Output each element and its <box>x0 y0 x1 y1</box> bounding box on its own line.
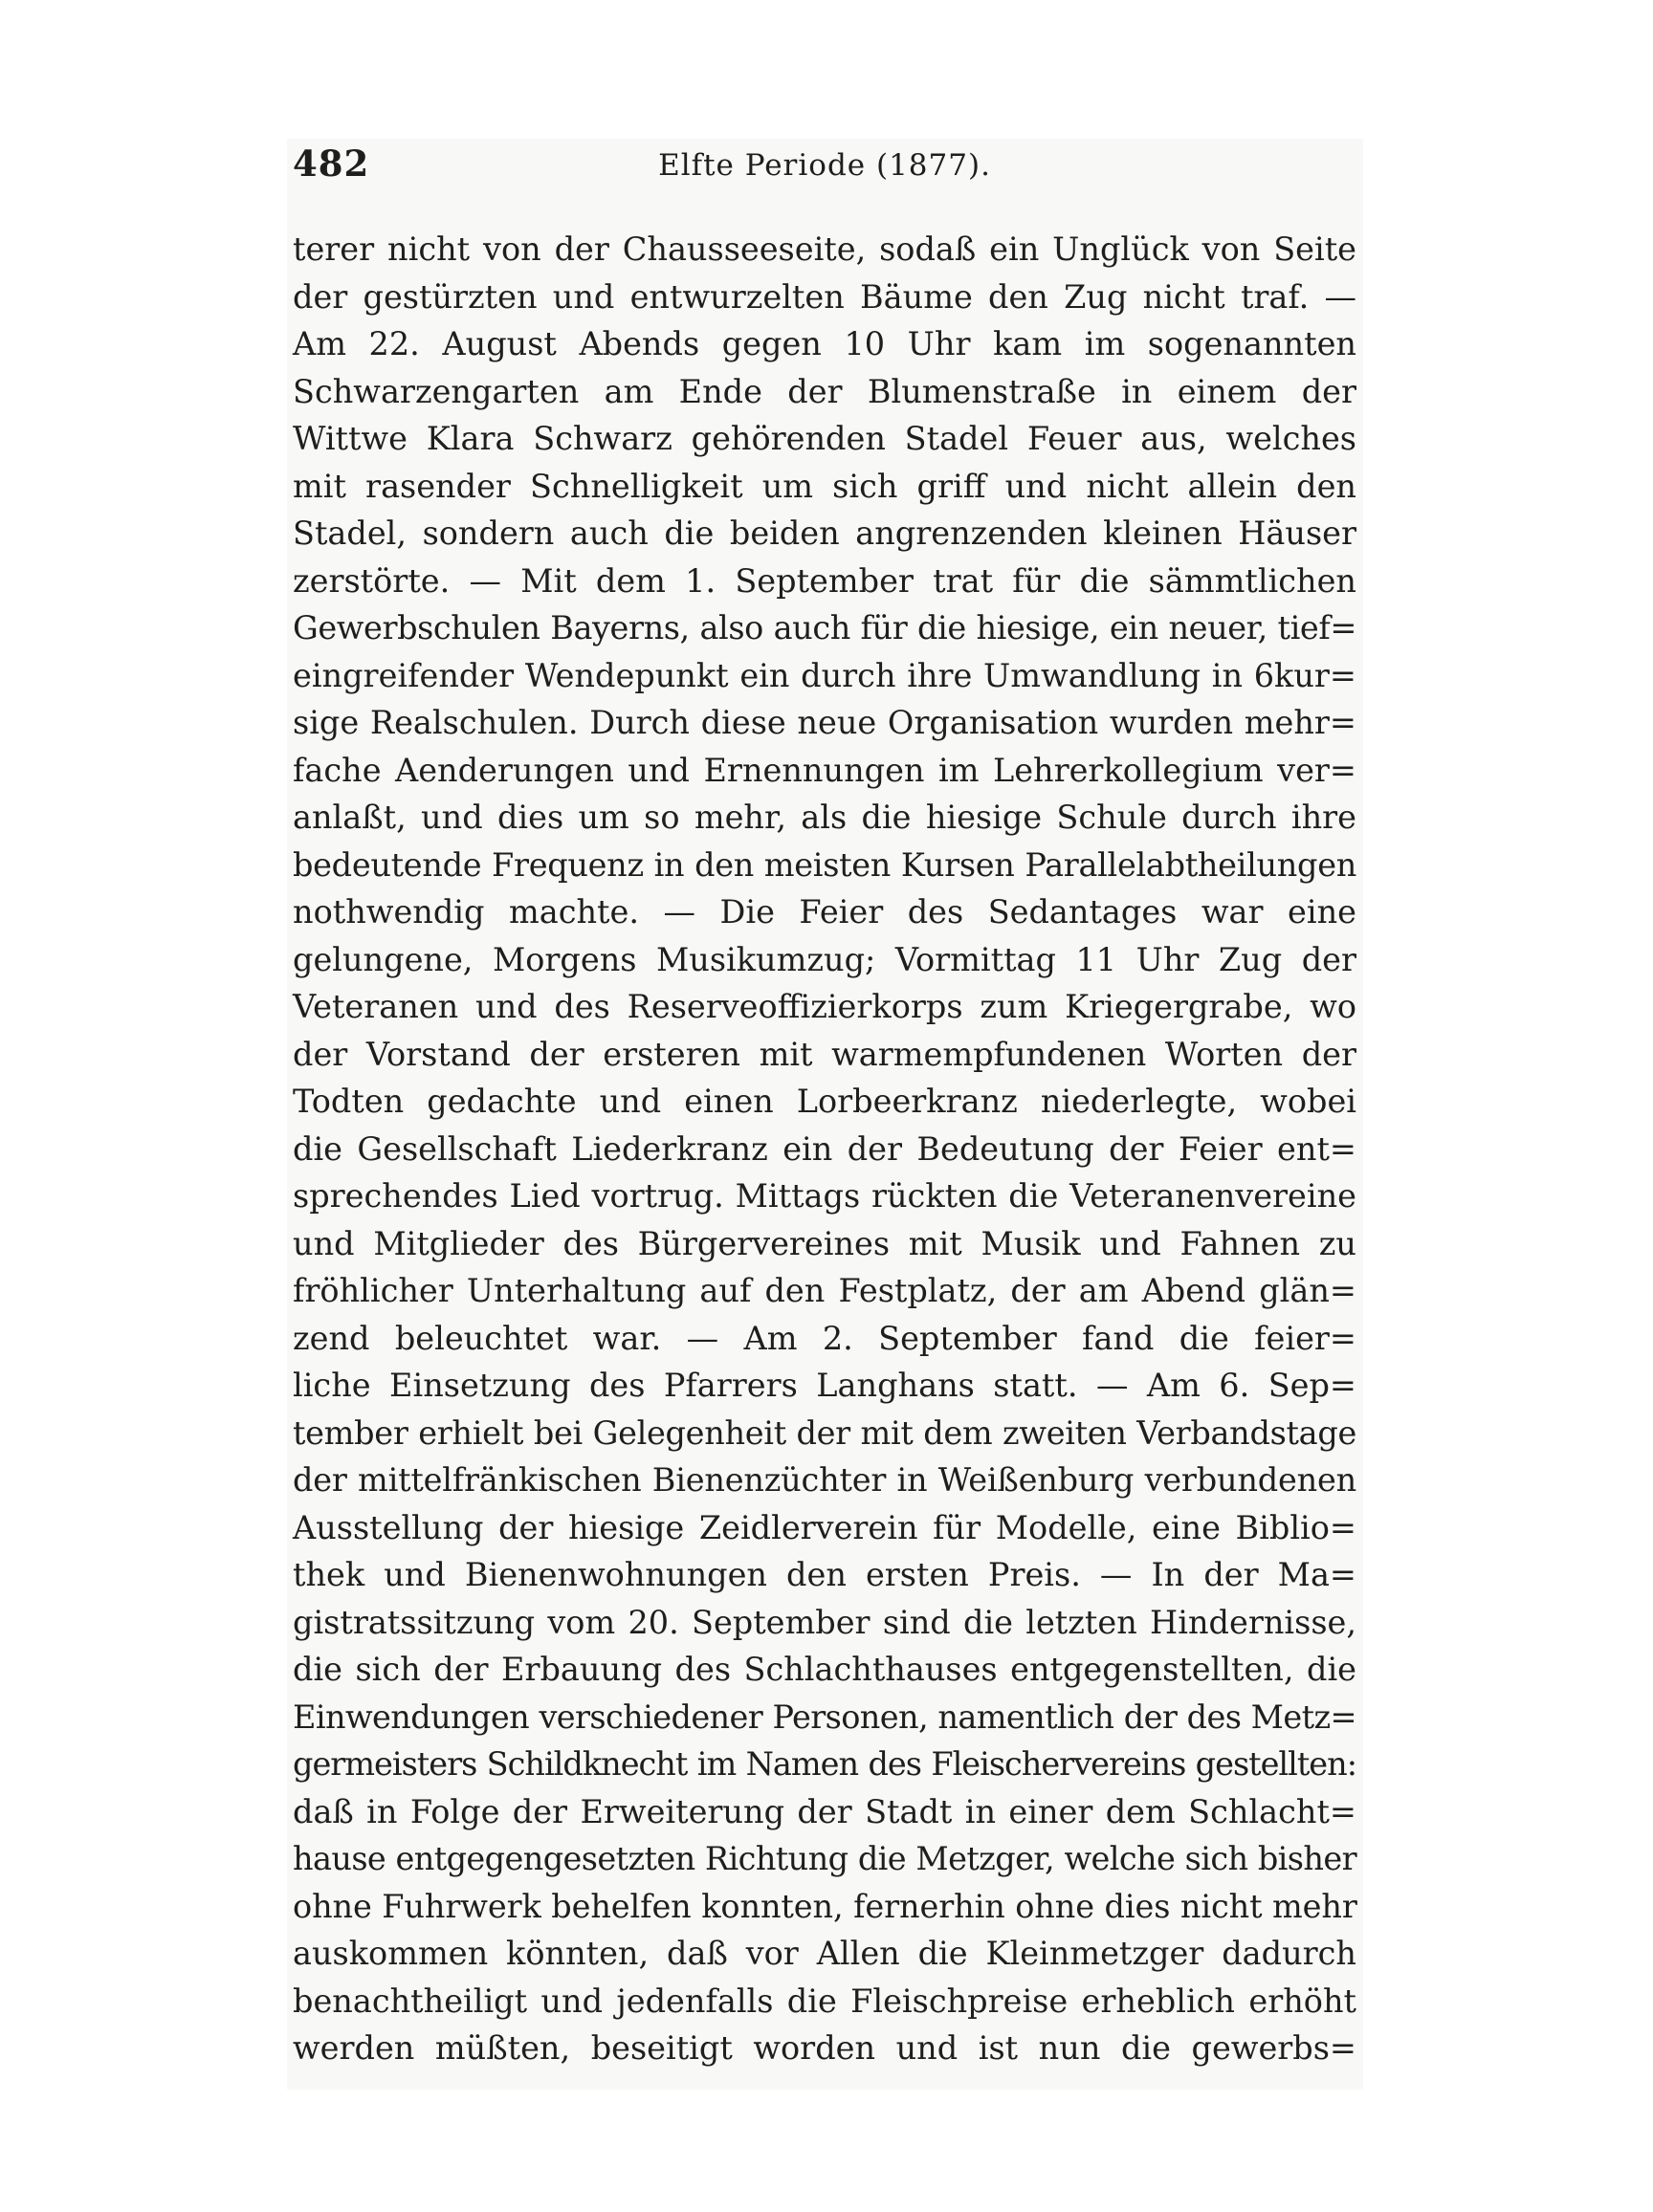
text-line: die sich der Erbauung des Schlachthauses entgegenstellten, die <box>293 1651 1356 1688</box>
text-line: Schwarzengarten am Ende der Blumenstraße in einem der <box>293 372 1356 410</box>
text-line: benachtheiligt und jedenfalls die Fleischpreise erheblich erhöht <box>293 1982 1356 2020</box>
text-line: liche Einsetzung des Pfarrers Langhans statt. — Am 6. Sep= <box>293 1367 1356 1404</box>
text-line: mit rasender Schnelligkeit um sich griff und nicht allein den <box>293 467 1356 505</box>
text-line: Am 22. August Abends gegen 10 Uhr kam im sogenannten <box>293 325 1356 362</box>
text-line: Wittwe Klara Schwarz gehörenden Stadel Feuer aus, welches <box>293 420 1356 457</box>
text-line: germeisters Schildknecht im Namen des Fleischervereins gestellten: <box>293 1745 1356 1783</box>
text-line: sprechendes Lied vortrug. Mittags rückten die Veteranenvereine <box>293 1177 1356 1215</box>
text-line: sige Realschulen. Durch diese neue Organisation wurden mehr= <box>293 704 1356 741</box>
text-line: auskommen könnten, daß vor Allen die Kleinmetzger dadurch <box>293 1935 1356 1972</box>
text-line: hause entgegengesetzten Richtung die Metzger, welche sich bisher <box>293 1840 1356 1877</box>
text-line: tember erhielt bei Gelegenheit der mit dem zweiten Verbandstage <box>293 1413 1356 1452</box>
text-line: werden müßten, beseitigt worden und ist nun die gewerbs= <box>293 2029 1356 2067</box>
text-line: Veteranen und des Reserveoffizierkorps zum Kriegergrabe, wo <box>293 988 1356 1025</box>
text-line: zend beleuchtet war. — Am 2. September fand die feier= <box>293 1319 1356 1357</box>
running-title: Elfte Periode (1877). <box>658 148 991 183</box>
text-line: daß in Folge der Erweiterung der Stadt in einer dem Schlacht= <box>293 1792 1356 1830</box>
text-line: fröhlicher Unterhaltung auf den Festplatz, der am Abend glän= <box>293 1272 1356 1309</box>
text-line: Stadel, sondern auch die beiden angrenzenden kleinen Häuser <box>293 515 1356 552</box>
text-line: Einwendungen verschiedener Personen, namentlich der des Metz= <box>293 1697 1356 1736</box>
page-number: 482 <box>293 142 370 185</box>
text-line: Todten gedachte und einen Lorbeerkranz niederlegte, wobei <box>293 1083 1356 1120</box>
text-line: der mittelfränkischen Bienenzüchter in Weißenburg verbundenen <box>293 1461 1356 1499</box>
text-line: anlaßt, und dies um so mehr, als die hiesige Schule durch ihre <box>293 799 1356 836</box>
text-line: terer nicht von der Chausseeseite, sodaß ein Unglück von Seite <box>293 230 1356 268</box>
text-line: der Vorstand der ersteren mit warmempfundenen Worten der <box>293 1035 1356 1073</box>
text-line: eingreifender Wendepunkt ein durch ihre Umwandlung in 6kur= <box>293 656 1356 694</box>
page-header <box>293 142 1356 186</box>
text-line: zerstörte. — Mit dem 1. September trat für die sämmtlichen <box>293 561 1356 600</box>
text-line: der gestürzten und entwurzelten Bäume den Zug nicht traf. — <box>293 277 1356 316</box>
text-line: ohne Fuhrwerk behelfen konnten, fernerhin ohne dies nicht mehr <box>293 1887 1357 1925</box>
text-line: thek und Bienenwohnungen den ersten Preis. — In der Ma= <box>293 1556 1356 1593</box>
text-line: die Gesellschaft Liederkranz ein der Bedeutung der Feier ent= <box>293 1129 1356 1168</box>
text-line: bedeutende Frequenz in den meisten Kursen Parallelabtheilungen <box>293 845 1356 884</box>
text-line: fache Aenderungen und Ernennungen im Lehrerkollegium ver= <box>293 751 1356 789</box>
text-line: und Mitglieder des Bürgervereines mit Musik und Fahnen zu <box>293 1224 1356 1262</box>
text-line: nothwendig machte. — Die Feier des Sedantages war eine <box>293 893 1356 931</box>
text-line: gelungene, Morgens Musikumzug; Vormittag 11 Uhr Zug der <box>293 940 1356 978</box>
body-text <box>293 226 1356 2072</box>
text-line: gistratssitzung vom 20. September sind die letzten Hindernisse, <box>293 1603 1356 1641</box>
text-line: Ausstellung der hiesige Zeidlerverein für Modelle, eine Biblio= <box>293 1508 1356 1546</box>
text-line: Gewerbschulen Bayerns, also auch für die hiesige, ein neuer, tief= <box>293 609 1356 646</box>
